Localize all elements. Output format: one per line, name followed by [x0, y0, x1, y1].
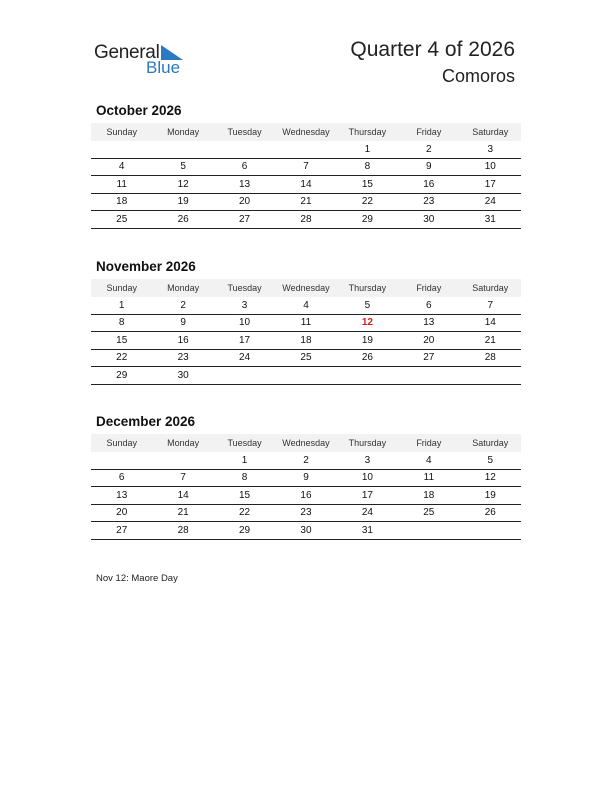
holiday-day-cell: 12 [337, 314, 398, 332]
country-name: Comoros [441, 66, 515, 86]
day-cell: 11 [91, 176, 152, 194]
calendar-grid [91, 279, 521, 385]
day-cell: 12 [460, 469, 521, 487]
empty-day-cell [275, 141, 336, 158]
day-cell: 6 [91, 469, 152, 487]
day-cell: 21 [460, 332, 521, 350]
day-cell: 5 [460, 452, 521, 469]
day-cell: 14 [460, 314, 521, 332]
empty-day-cell [275, 367, 336, 385]
day-cell: 3 [337, 452, 398, 469]
logo-text-general: General [94, 42, 160, 63]
weekday-header: Saturday [460, 279, 521, 297]
empty-day-cell [214, 141, 275, 158]
weekday-header-row [91, 279, 521, 297]
week-row [91, 332, 521, 350]
day-cell: 25 [91, 211, 152, 229]
day-cell: 4 [275, 297, 336, 314]
day-cell: 30 [275, 522, 336, 540]
day-cell: 7 [152, 469, 213, 487]
day-cell: 17 [214, 332, 275, 350]
empty-day-cell [91, 141, 152, 158]
day-cell: 22 [214, 504, 275, 522]
day-cell: 29 [337, 211, 398, 229]
day-cell: 7 [275, 158, 336, 176]
day-cell: 6 [214, 158, 275, 176]
day-cell: 27 [91, 522, 152, 540]
week-row [91, 522, 521, 540]
day-cell: 20 [398, 332, 459, 350]
day-cell: 13 [91, 487, 152, 505]
day-cell: 19 [460, 487, 521, 505]
month-october [91, 102, 521, 229]
day-cell: 31 [460, 211, 521, 229]
weekday-header-row [91, 123, 521, 141]
day-cell: 29 [91, 367, 152, 385]
day-cell: 8 [214, 469, 275, 487]
week-row [91, 349, 521, 367]
day-cell: 4 [398, 452, 459, 469]
day-cell: 1 [91, 297, 152, 314]
day-cell: 17 [337, 487, 398, 505]
week-row [91, 469, 521, 487]
weekday-header: Saturday [460, 434, 521, 452]
day-cell: 5 [337, 297, 398, 314]
day-cell: 27 [398, 349, 459, 367]
holiday-note: Nov 12: Maore Day [96, 573, 178, 584]
week-row [91, 314, 521, 332]
day-cell: 18 [91, 193, 152, 211]
day-cell: 23 [152, 349, 213, 367]
day-cell: 28 [275, 211, 336, 229]
day-cell: 10 [337, 469, 398, 487]
day-cell: 20 [91, 504, 152, 522]
month-november [91, 258, 521, 385]
weekday-header: Thursday [337, 279, 398, 297]
weekday-header: Friday [398, 279, 459, 297]
calendar-grid [91, 123, 521, 229]
weekday-header: Tuesday [214, 434, 275, 452]
weekday-header: Monday [152, 123, 213, 141]
week-row [91, 211, 521, 229]
day-cell: 9 [398, 158, 459, 176]
day-cell: 11 [398, 469, 459, 487]
day-cell: 24 [460, 193, 521, 211]
day-cell: 14 [152, 487, 213, 505]
day-cell: 9 [275, 469, 336, 487]
day-cell: 25 [275, 349, 336, 367]
day-cell: 8 [91, 314, 152, 332]
empty-day-cell [460, 522, 521, 540]
generalblue-logo [94, 42, 194, 78]
day-cell: 15 [214, 487, 275, 505]
weekday-header: Sunday [91, 279, 152, 297]
week-row [91, 297, 521, 314]
day-cell: 23 [398, 193, 459, 211]
week-row [91, 452, 521, 469]
calendar-grid [91, 434, 521, 540]
day-cell: 5 [152, 158, 213, 176]
day-cell: 28 [152, 522, 213, 540]
empty-day-cell [337, 367, 398, 385]
page-title: Quarter 4 of 2026 [350, 38, 515, 61]
weekday-header: Thursday [337, 123, 398, 141]
day-cell: 2 [152, 297, 213, 314]
day-cell: 28 [460, 349, 521, 367]
day-cell: 11 [275, 314, 336, 332]
weekday-header: Monday [152, 279, 213, 297]
weekday-header: Friday [398, 434, 459, 452]
day-cell: 15 [337, 176, 398, 194]
day-cell: 3 [214, 297, 275, 314]
month-title: November 2026 [96, 259, 196, 274]
week-row [91, 193, 521, 211]
day-cell: 8 [337, 158, 398, 176]
day-cell: 23 [275, 504, 336, 522]
day-cell: 16 [152, 332, 213, 350]
day-cell: 30 [152, 367, 213, 385]
day-cell: 16 [275, 487, 336, 505]
day-cell: 19 [337, 332, 398, 350]
day-cell: 13 [398, 314, 459, 332]
day-cell: 31 [337, 522, 398, 540]
weekday-header: Wednesday [275, 434, 336, 452]
empty-day-cell [91, 452, 152, 469]
week-row [91, 487, 521, 505]
day-cell: 21 [152, 504, 213, 522]
empty-day-cell [460, 367, 521, 385]
day-cell: 1 [214, 452, 275, 469]
weekday-header: Sunday [91, 434, 152, 452]
day-cell: 22 [91, 349, 152, 367]
day-cell: 24 [214, 349, 275, 367]
day-cell: 6 [398, 297, 459, 314]
day-cell: 2 [275, 452, 336, 469]
week-row [91, 176, 521, 194]
month-title: December 2026 [96, 414, 196, 429]
empty-day-cell [152, 141, 213, 158]
weekday-header: Friday [398, 123, 459, 141]
weekday-header: Thursday [337, 434, 398, 452]
day-cell: 26 [152, 211, 213, 229]
day-cell: 30 [398, 211, 459, 229]
weekday-header: Monday [152, 434, 213, 452]
day-cell: 20 [214, 193, 275, 211]
day-cell: 2 [398, 141, 459, 158]
day-cell: 25 [398, 504, 459, 522]
empty-day-cell [398, 367, 459, 385]
empty-day-cell [152, 452, 213, 469]
day-cell: 13 [214, 176, 275, 194]
empty-day-cell [214, 367, 275, 385]
day-cell: 18 [398, 487, 459, 505]
day-cell: 12 [152, 176, 213, 194]
weekday-header: Tuesday [214, 123, 275, 141]
weekday-header: Sunday [91, 123, 152, 141]
logo-text-blue: Blue [146, 58, 181, 77]
day-cell: 26 [337, 349, 398, 367]
day-cell: 10 [460, 158, 521, 176]
day-cell: 22 [337, 193, 398, 211]
day-cell: 29 [214, 522, 275, 540]
day-cell: 27 [214, 211, 275, 229]
month-december [91, 413, 521, 540]
day-cell: 19 [152, 193, 213, 211]
weekday-header-row [91, 434, 521, 452]
weekday-header: Tuesday [214, 279, 275, 297]
day-cell: 7 [460, 297, 521, 314]
day-cell: 21 [275, 193, 336, 211]
week-row [91, 367, 521, 385]
day-cell: 3 [460, 141, 521, 158]
day-cell: 16 [398, 176, 459, 194]
day-cell: 4 [91, 158, 152, 176]
day-cell: 14 [275, 176, 336, 194]
weekday-header: Wednesday [275, 123, 336, 141]
week-row [91, 141, 521, 158]
weekday-header: Wednesday [275, 279, 336, 297]
week-row [91, 504, 521, 522]
week-row [91, 158, 521, 176]
day-cell: 15 [91, 332, 152, 350]
day-cell: 26 [460, 504, 521, 522]
day-cell: 9 [152, 314, 213, 332]
day-cell: 1 [337, 141, 398, 158]
day-cell: 24 [337, 504, 398, 522]
month-title: October 2026 [96, 103, 182, 118]
empty-day-cell [398, 522, 459, 540]
day-cell: 17 [460, 176, 521, 194]
day-cell: 18 [275, 332, 336, 350]
weekday-header: Saturday [460, 123, 521, 141]
day-cell: 10 [214, 314, 275, 332]
